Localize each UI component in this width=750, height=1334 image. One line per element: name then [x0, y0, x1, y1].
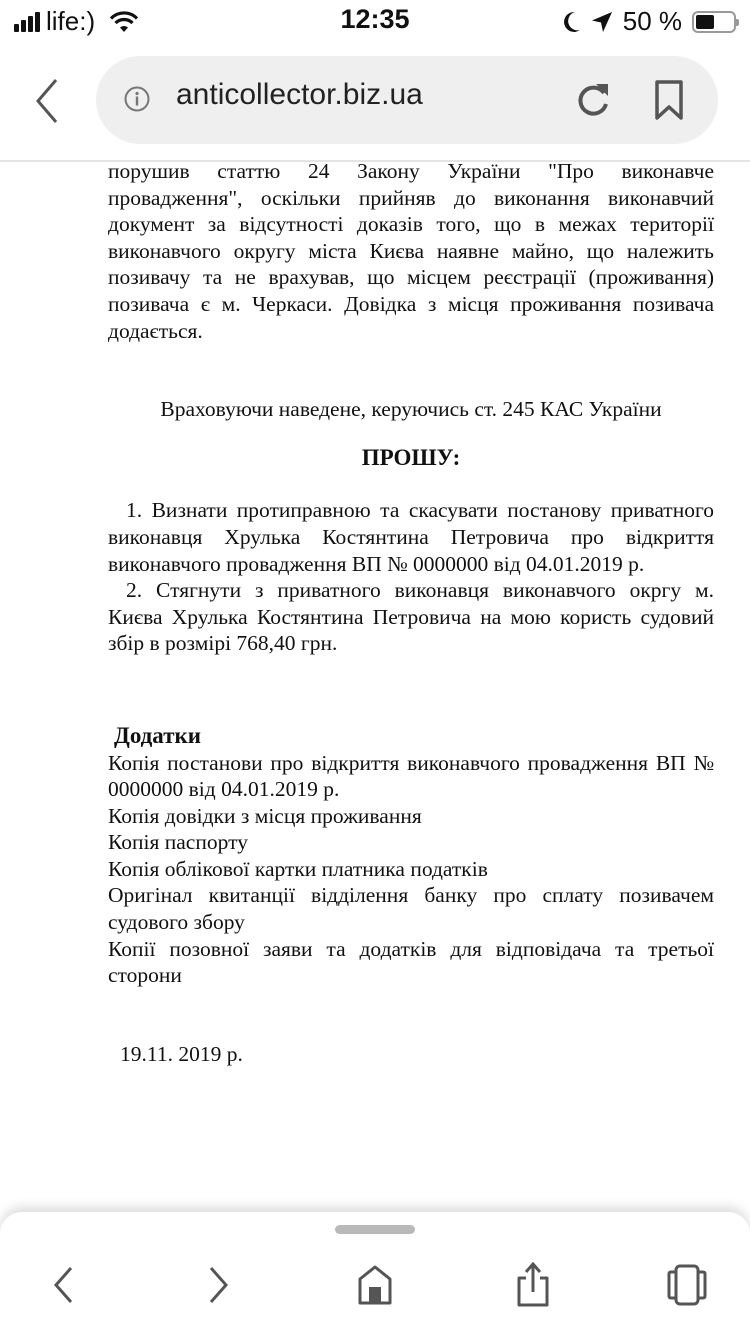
request-item-text: 1. Визнати протиправною та скасувати постанову приватного виконавця Хрулька Костянтина Петровича про відкриття виконавчого провадження ВП № 0000000 від 04.01.2019 р. [108, 498, 714, 576]
request-item [108, 577, 714, 657]
home-button[interactable] [350, 1260, 400, 1310]
url-text[interactable]: anticollector.biz.ua [176, 78, 423, 111]
tabs-icon [667, 1264, 707, 1306]
carrier-name: life:) [46, 6, 96, 36]
address-bar[interactable] [96, 56, 718, 144]
bottom-toolbar [0, 1212, 750, 1334]
chevron-left-icon [51, 1265, 75, 1305]
battery-percent: 50 % [622, 6, 682, 36]
battery-level [696, 15, 714, 29]
attachments-title: Додатки [114, 722, 202, 748]
request-heading: ПРОШУ: [361, 444, 461, 470]
basis-line: Враховуючи наведене, керуючись ст. 245 КАС України [160, 397, 662, 422]
info-icon[interactable] [124, 86, 150, 112]
request-item [108, 497, 714, 577]
battery-icon [692, 11, 736, 33]
browser-nav-row [0, 56, 750, 144]
attachment-item: Копія облікової картки платника податків [108, 856, 488, 881]
document-content [108, 158, 714, 1067]
share-icon [516, 1262, 550, 1308]
chevron-left-icon[interactable] [28, 76, 68, 126]
chevron-right-icon [207, 1265, 231, 1305]
attachment-item: Копія паспорту [108, 830, 248, 855]
back-button[interactable] [38, 1260, 88, 1310]
reload-icon[interactable] [574, 80, 612, 120]
tabs-button[interactable] [662, 1260, 712, 1310]
drag-handle[interactable] [335, 1225, 415, 1234]
share-button[interactable] [508, 1260, 558, 1310]
attachment-item: Копія довідки з місця проживання [108, 803, 422, 828]
moon-icon [563, 11, 581, 33]
location-arrow-icon [591, 11, 613, 33]
bookmark-icon[interactable] [654, 80, 684, 120]
status-right [563, 6, 736, 37]
status-bar [0, 0, 750, 44]
status-time: 12:35 [340, 4, 410, 34]
attachment-item: Копія постанови про відкриття виконавчого провадження ВП № 0000000 від 04.01.2019 р. [108, 750, 714, 802]
intro-paragraph: порушив статтю 24 Закону України "Про виконавче провадження", оскільки прийняв до виконання виконавчий документ за відсутності доказів того, що в межах території виконавчого округу міста Києва наявне майно, що належить позивачу та не врахував, що місцем реєстрації (проживання) позивача є м. Черкаси. Довідка з місця проживання позивача додається. [108, 159, 714, 343]
forward-button[interactable] [194, 1260, 244, 1310]
home-icon [357, 1265, 393, 1305]
document-date: 19.11. 2019 р. [120, 1041, 243, 1066]
attachment-item: Оригінал квитанції відділення банку про сплату позивачем судового збору [108, 883, 714, 935]
attachment-item: Копії позовної заяви та додатків для відповідача та третьої сторони [108, 936, 714, 988]
request-item-text: 2. Стягнути з приватного виконавця виконавчого окргу м. Києва Хрулька Костянтина Петровича на мою користь судовий збір в розмірі 768,40 грн. [108, 578, 714, 656]
